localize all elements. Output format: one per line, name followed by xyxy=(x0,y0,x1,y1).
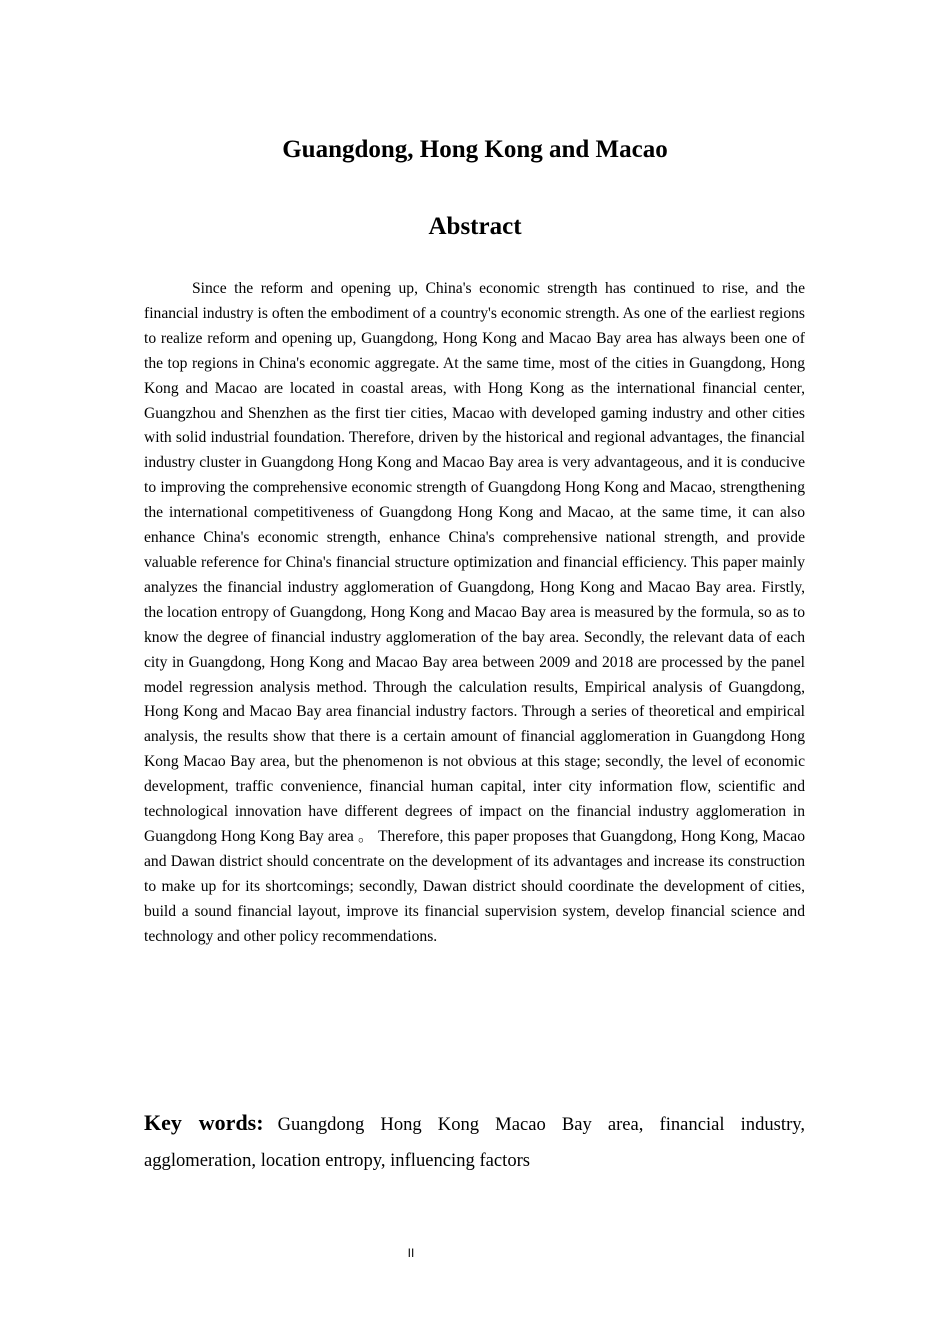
paper-title: Guangdong, Hong Kong and Macao xyxy=(282,136,668,163)
abstract-heading: Abstract xyxy=(428,213,522,240)
keywords-label: Key words: xyxy=(144,1110,264,1135)
abstract-paragraph: Since the reform and opening up, China's economic strength has continued to rise, and the financial industry is often the embodiment of a country's economic strength. As one of the earliest regions to realize reform and opening up, Guangdong, Hong Kong and Macao Bay area has always been one of the top regions in China's economic aggregate. At the same time, most of the cities in Guangdong, Hong Kong and Macao are located in coastal areas, with Hong Kong as the international financial center, Guangzhou and Shenzhen as the first tier cities, Macao with developed gaming industry and other cities with solid industrial foundation. Therefore, driven by the historical and regional advantages, the financial industry cluster in Guangdong Hong Kong and Macao Bay area is very advantageous, and it is conducive to improving the comprehensive economic strength of Guangdong Hong Kong and Macao, strengthening the international competitiveness of Guangdong Hong Kong and Macao, at the same time, it can also enhance China's economic strength, enhance China's comprehensive national strength, and provide valuable reference for China's financial structure optimization and financial efficiency. This paper mainly analyzes the financial industry agglomeration of Guangdong, Hong Kong and Macao Bay area. Firstly, the location entropy of Guangdong, Hong Kong and Macao Bay area is measured by the formula, so as to know the degree of financial industry agglomeration of the bay area. Secondly, the relevant data of each city in Guangdong, Hong Kong and Macao Bay area between 2009 and 2018 are processed by the panel model regression analysis method. Through the calculation results, Empirical analysis of Guangdong, Hong Kong and Macao Bay area financial industry factors. Through a series of theoretical and empirical analysis, the results show that there is a certain amount of financial agglomeration in Guangdong Hong Kong Macao Bay area, but the phenomenon is not obvious at this stage; secondly, the level of economic development, traffic convenience, financial human capital, inter city information flow, scientific and technological innovation have different degrees of impact on the financial industry agglomeration in Guangdong Hong Kong Bay area 。 Therefore, this paper proposes that Guangdong, Hong Kong, Macao and Dawan district should concentrate on the development of its advantages and increase its construction to make up for its shortcomings; secondly, Dawan district should coordinate the development of cities, build a sound financial layout, improve its financial supervision system, develop financial science and technology and other policy recommendations. xyxy=(144,280,805,945)
keywords-text: Guangdong Hong Kong Macao Bay area, financial industry, agglomeration, location entropy, influencing factors xyxy=(144,1114,805,1171)
page-number: II xyxy=(407,1246,415,1260)
keywords-paragraph xyxy=(144,1105,805,1179)
